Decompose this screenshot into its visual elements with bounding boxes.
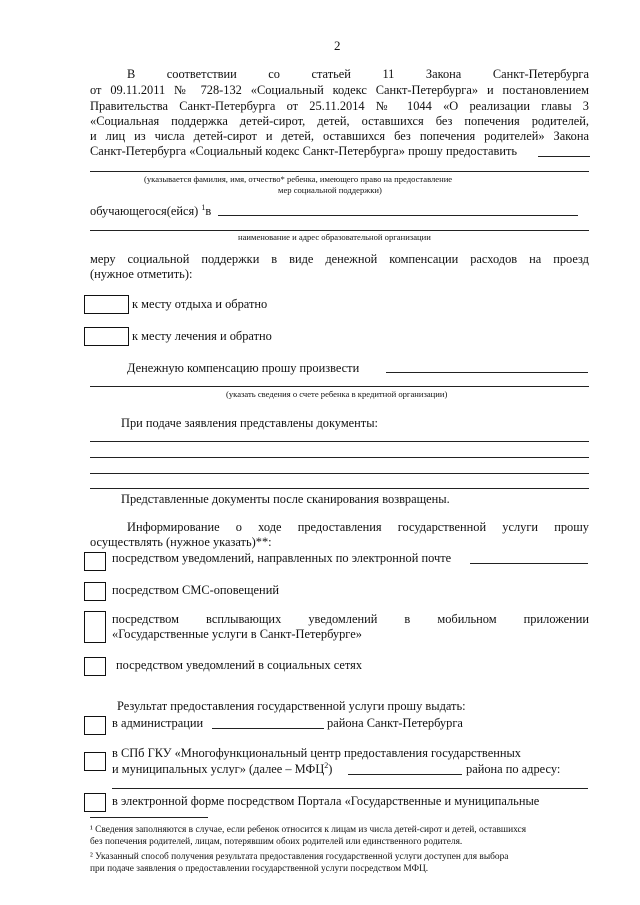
intro-line-5: и лиц из числа детей-сирот и детей, оставшихся без попечения родителей» Закона bbox=[90, 129, 589, 143]
provide-blank[interactable] bbox=[538, 156, 590, 157]
intro-word: В bbox=[127, 67, 136, 81]
result-admin-suffix: района Санкт-Петербурга bbox=[327, 716, 463, 730]
intro-word: соответствии bbox=[166, 67, 237, 81]
footnote-1-line-2: без попечения родителей, лицам, потерявшим обоих родителей или единственного родителя. bbox=[90, 837, 463, 847]
checkbox-email[interactable] bbox=[84, 552, 106, 571]
intro-line-6: Санкт-Петербурга «Социальный кодекс Санкт-Петербурга» прошу предоставить bbox=[90, 144, 518, 158]
mfc-district-field[interactable] bbox=[348, 774, 462, 775]
student-label bbox=[90, 204, 211, 219]
intro-word: Закона bbox=[425, 67, 462, 81]
result-portal: в электронной форме посредством Портала «Государственные и муниципальные bbox=[112, 794, 540, 808]
mfc-line-2-close: ) bbox=[328, 762, 333, 776]
intro-word: 11 bbox=[382, 67, 395, 81]
checkbox-portal[interactable] bbox=[84, 793, 106, 812]
result-admin-prefix: в администрации bbox=[112, 716, 204, 730]
measure-line-2: (нужное отметить): bbox=[90, 267, 193, 281]
option-app-line-2: «Государственные услуги в Санкт-Петербурге» bbox=[112, 627, 362, 641]
result-label: Результат предоставления государственной услуги прошу выдать: bbox=[117, 699, 466, 713]
checkbox-sms[interactable] bbox=[84, 582, 106, 601]
footnote-2-line-1: ² Указанный способ получения результата предоставления государственной услуги доступен для выбора bbox=[90, 852, 509, 862]
documents-field-2[interactable] bbox=[90, 457, 589, 458]
checkbox-mfc[interactable] bbox=[84, 752, 106, 771]
email-field[interactable] bbox=[470, 563, 588, 564]
payment-label: Денежную компенсацию прошу произвести bbox=[127, 361, 360, 375]
page-number: 2 bbox=[334, 38, 341, 53]
mfc-address-field[interactable] bbox=[112, 788, 588, 789]
option-rest-travel: к месту отдыха и обратно bbox=[132, 297, 268, 311]
hint-child-line-2: мер социальной поддержки) bbox=[278, 185, 382, 195]
checkbox-treatment-travel[interactable] bbox=[84, 327, 129, 346]
documents-field-1[interactable] bbox=[90, 441, 589, 442]
intro-word: со bbox=[268, 67, 280, 81]
district-field[interactable] bbox=[212, 728, 324, 729]
measure-line-1: меру социальной поддержки в виде денежной компенсации расходов на проезд bbox=[90, 252, 589, 266]
checkbox-mobile-app[interactable] bbox=[84, 611, 106, 643]
intro-line-2: от 09.11.2011 № 728-132 «Социальный кодекс Санкт-Петербурга» и постановлением bbox=[90, 83, 589, 97]
student-prep: в bbox=[205, 204, 212, 218]
footnote-ref-1: 1 bbox=[201, 202, 206, 212]
documents-field-3[interactable] bbox=[90, 473, 589, 474]
documents-returned: Представленные документы после сканирования возвращены. bbox=[121, 492, 450, 506]
footnote-divider bbox=[90, 817, 208, 818]
child-name-field[interactable] bbox=[90, 171, 589, 172]
inform-line-2: осуществлять (нужное указать)**: bbox=[90, 535, 272, 549]
intro-word: Санкт-Петербурга bbox=[492, 67, 589, 81]
option-social: посредством уведомлений в социальных сетях bbox=[116, 658, 363, 672]
org-address-field[interactable] bbox=[90, 230, 589, 231]
result-mfc-line-1: в СПб ГКУ «Многофункциональный центр предоставления государственных bbox=[112, 746, 521, 760]
option-app-line-1: посредством всплывающих уведомлений в мобильном приложении bbox=[112, 612, 589, 626]
payment-field[interactable] bbox=[386, 372, 588, 373]
option-sms: посредством СМС-оповещений bbox=[112, 583, 279, 597]
intro-line-1 bbox=[127, 67, 589, 82]
intro-line-3: Правительства Санкт-Петербурга от 25.11.2014 № 1044 «О реализации главы 3 bbox=[90, 99, 589, 113]
student-label-text: обучающегося(ейся) bbox=[90, 204, 199, 218]
intro-line-4: «Социальная поддержка детей-сирот, детей, оставшихся без попечения родителей, bbox=[90, 114, 589, 128]
footnote-1-line-1: ¹ Сведения заполняются в случае, если ребенок относится к лицам из числа детей-сирот и детей, оставшихся bbox=[90, 825, 527, 835]
hint-child-line-1: (указывается фамилия, имя, отчество* ребенка, имеющего право на предоставление bbox=[144, 174, 453, 184]
checkbox-social[interactable] bbox=[84, 657, 106, 676]
documents-field-4[interactable] bbox=[90, 488, 589, 489]
documents-label: При подаче заявления представлены документы: bbox=[121, 416, 378, 430]
intro-word: статьей bbox=[311, 67, 351, 81]
option-treatment-travel: к месту лечения и обратно bbox=[132, 329, 272, 343]
result-mfc-suffix: района по адресу: bbox=[466, 762, 561, 776]
payment-hint: (указать сведения о счете ребенка в кредитной организации) bbox=[226, 389, 448, 399]
inform-line-1: Информирование о ходе предоставления государственной услуги прошу bbox=[127, 520, 589, 534]
checkbox-rest-travel[interactable] bbox=[84, 295, 129, 314]
hint-org: наименование и адрес образовательной организации bbox=[238, 232, 431, 242]
footnote-ref-2: 2 bbox=[324, 760, 329, 770]
footnote-2-line-2: при подаче заявления о предоставлении государственной услуги посредством МФЦ. bbox=[90, 864, 429, 874]
account-field[interactable] bbox=[90, 386, 589, 387]
mfc-line-2-text: и муниципальных услуг» (далее – МФЦ bbox=[112, 762, 325, 776]
checkbox-administration[interactable] bbox=[84, 716, 106, 735]
option-email: посредством уведомлений, направленных по электронной почте bbox=[112, 551, 452, 565]
student-org-field[interactable] bbox=[218, 215, 578, 216]
result-mfc-line-2 bbox=[112, 762, 332, 777]
